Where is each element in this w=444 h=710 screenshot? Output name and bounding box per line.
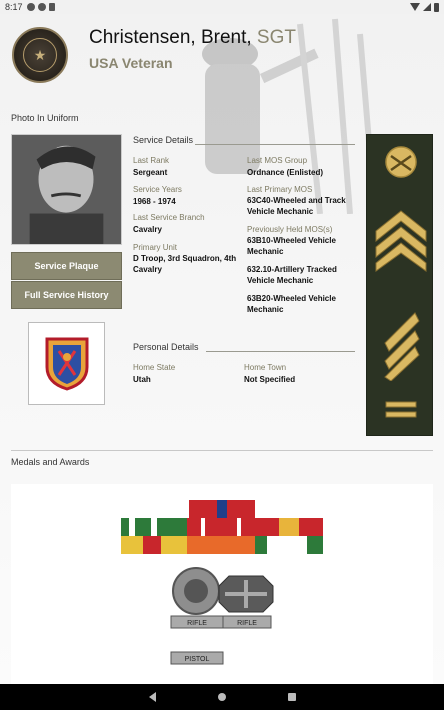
notification-a-icon [27,3,35,11]
badge1-bar-label: RIFLE [187,620,207,627]
veteran-name-heading [89,27,296,49]
last-service-branch-value: Cavalry [133,225,162,234]
previously-held-mos-label: Previously Held MOS(s) [247,225,333,234]
recent-apps-icon[interactable] [288,693,296,701]
badge1-bar2-label: PISTOL [184,656,210,663]
android-navigation-bar [0,684,444,710]
sergeant-chevron-icon [367,207,434,273]
service-years-value: 1968 - 1974 [133,197,176,206]
service-details-divider [195,144,355,145]
status-time: 8:17 [5,2,23,12]
wifi-icon [410,3,420,11]
service-plaque-button[interactable]: Service Plaque [11,252,122,280]
last-mos-group-value: Ordnance (Enlisted) [247,168,324,177]
previous-mos-3-line2: Mechanic [247,305,284,314]
medals-divider [11,450,433,451]
service-years-label: Service Years [133,185,182,194]
signal-icon [423,3,431,11]
medals-ribbons-image [11,484,433,684]
us-army-seal-logo [12,27,68,83]
previous-mos-1-line2: Mechanic [247,247,284,256]
service-details-title: Service Details [133,135,194,145]
uniform-photo[interactable] [11,134,122,245]
previous-mos-3-line1: 63B20-Wheeled Vehicle [247,294,336,303]
rank-insignia-strip [366,134,433,436]
profile-page[interactable] [0,14,444,684]
medals-panel [11,484,433,684]
unit-patch[interactable] [28,322,105,405]
last-mos-group-label: Last MOS Group [247,156,308,165]
badge2-bar-label: RIFLE [237,620,257,627]
seal-emblem-icon: ★ [23,38,57,72]
home-state-label: Home State [133,363,176,372]
full-service-history-button[interactable]: Full Service History [11,281,122,309]
home-icon[interactable] [218,693,226,701]
primary-unit-value-line1: D Troop, 3rd Squadron, 4th [133,254,237,263]
cavalry-branch-insignia-icon [367,145,434,179]
last-primary-mos-line1: 63C40-Wheeled and Track [247,196,346,205]
previous-mos-2-line2: Vehicle Mechanic [247,276,314,285]
service-stripes-icon [367,311,434,381]
veteran-subtitle: USA Veteran [89,55,173,71]
notification-sync-icon [38,3,46,11]
home-state-value: Utah [133,375,151,384]
overseas-bars-icon [367,401,434,419]
home-town-label: Home Town [244,363,287,372]
previous-mos-2-line1: 632.10-Artillery Tracked [247,265,337,274]
last-rank-value: Sergeant [133,168,168,177]
battery-icon [434,3,439,12]
last-service-branch-label: Last Service Branch [133,213,205,222]
last-primary-mos-line2: Vehicle Mechanic [247,207,314,216]
primary-unit-label: Primary Unit [133,243,178,252]
notification-sd-icon [49,3,55,11]
photo-label: Photo In Uniform [11,113,79,123]
back-icon[interactable] [149,692,156,702]
veteran-rank: SGT [256,27,296,48]
home-town-value: Not Specified [244,375,296,384]
cavalry-shield-icon [45,337,89,391]
personal-details-title: Personal Details [133,342,199,352]
primary-unit-value-line2: Cavalry [133,265,162,274]
personal-details-divider [206,351,355,352]
last-rank-label: Last Rank [133,156,170,165]
veteran-name: Christensen, Brent, [89,27,252,48]
previous-mos-1-line1: 63B10-Wheeled Vehicle [247,236,336,245]
medals-title: Medals and Awards [11,457,90,467]
last-primary-mos-label: Last Primary MOS [247,185,313,194]
status-bar [0,0,444,14]
